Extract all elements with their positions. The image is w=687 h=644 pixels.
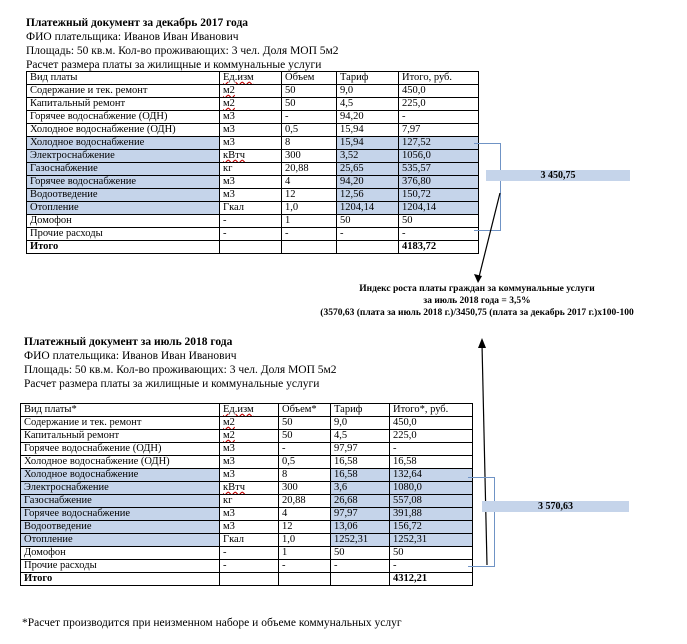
row-tariff: -: [337, 228, 399, 241]
column-header-volume: Объем*: [279, 404, 331, 417]
doc2-heading: [24, 335, 337, 391]
total-empty-unit: [220, 573, 279, 586]
row-total: 391,88: [390, 508, 473, 521]
row-tariff: 16,58: [331, 469, 390, 482]
row-unit: м3: [220, 189, 282, 202]
table-row: [21, 482, 473, 495]
row-unit: м2: [220, 85, 282, 98]
price-index-line3: (3570,63 (плата за июль 2018 г.)/3450,75 (плата за декабрь 2017 г.)х100-100: [320, 308, 634, 318]
row-volume: 50: [282, 85, 337, 98]
row-volume: 4: [282, 176, 337, 189]
column-header-unit: Ед.изм: [220, 72, 282, 85]
row-unit: м3: [220, 508, 279, 521]
row-service-name: Прочие расходы: [27, 228, 220, 241]
row-unit: -: [220, 560, 279, 573]
row-volume: 0,5: [282, 124, 337, 137]
row-tariff: -: [331, 560, 390, 573]
row-service-name: Электроснабжение: [27, 150, 220, 163]
row-total: -: [399, 111, 479, 124]
row-volume: 20,88: [279, 495, 331, 508]
doc2-payer: ФИО плательщика: Иванов Иван Иванович: [24, 350, 237, 362]
row-unit: м2: [220, 417, 279, 430]
price-index-line2: за июль 2018 года = 3,5%: [423, 296, 531, 306]
row-tariff: 50: [337, 215, 399, 228]
row-service-name: Водоотведение: [27, 189, 220, 202]
row-unit: м2: [220, 98, 282, 111]
row-total: 1080,0: [390, 482, 473, 495]
row-total: 150,72: [399, 189, 479, 202]
row-service-name: Отопление: [21, 534, 220, 547]
row-total: 156,72: [390, 521, 473, 534]
price-index-line1: Индекс роста платы граждан за коммунальные услуги: [359, 284, 595, 294]
row-total: 1204,14: [399, 202, 479, 215]
doc2-utilities-bracket: [468, 477, 495, 567]
row-service-name: Горячее водоснабжение: [27, 176, 220, 189]
column-header-volume: Объем: [282, 72, 337, 85]
row-unit: Гкал: [220, 202, 282, 215]
column-header-tariff: Тариф: [331, 404, 390, 417]
table-row: [21, 521, 473, 534]
row-tariff: 4,5: [331, 430, 390, 443]
row-volume: 8: [282, 137, 337, 150]
total-value: 4183,72: [399, 241, 479, 254]
doc2-calc: Расчет размера платы за жилищные и коммунальные услуги: [24, 378, 320, 390]
row-tariff: 15,94: [337, 124, 399, 137]
table-row: [21, 508, 473, 521]
column-header-name: Вид платы: [27, 72, 220, 85]
total-value: 4312,21: [390, 573, 473, 586]
row-unit: м3: [220, 111, 282, 124]
row-volume: -: [279, 560, 331, 573]
row-tariff: 1204,14: [337, 202, 399, 215]
row-unit: -: [220, 215, 282, 228]
row-unit: кг: [220, 163, 282, 176]
row-service-name: Холодное водоснабжение (ОДН): [21, 456, 220, 469]
row-tariff: 94,20: [337, 176, 399, 189]
row-unit: -: [220, 547, 279, 560]
row-service-name: Горячее водоснабжение (ОДН): [27, 111, 220, 124]
row-volume: -: [279, 443, 331, 456]
row-volume: 1: [279, 547, 331, 560]
table-row: [21, 560, 473, 573]
row-service-name: Содержание и тек. ремонт: [27, 85, 220, 98]
row-total: 225,0: [399, 98, 479, 111]
row-volume: 12: [282, 189, 337, 202]
column-header-total: Итого, руб.: [399, 72, 479, 85]
row-total: 132,64: [390, 469, 473, 482]
row-total: 16,58: [390, 456, 473, 469]
table-row: [21, 456, 473, 469]
row-tariff: 97,97: [331, 443, 390, 456]
table-row: [21, 547, 473, 560]
column-header-total: Итого*, руб.: [390, 404, 473, 417]
row-tariff: 9,0: [337, 85, 399, 98]
column-header-unit: Ед.изм: [220, 404, 279, 417]
row-unit: кВтч: [220, 482, 279, 495]
row-volume: 1,0: [282, 202, 337, 215]
row-tariff: 3,6: [331, 482, 390, 495]
row-tariff: 94,20: [337, 111, 399, 124]
row-unit: м3: [220, 521, 279, 534]
row-total: 50: [390, 547, 473, 560]
row-volume: 50: [279, 417, 331, 430]
row-tariff: 1252,31: [331, 534, 390, 547]
row-service-name: Газоснабжение: [27, 163, 220, 176]
table-row: [21, 534, 473, 547]
table-header-row: [21, 404, 473, 417]
row-tariff: 50: [331, 547, 390, 560]
row-service-name: Капитальный ремонт: [21, 430, 220, 443]
row-unit: м3: [220, 443, 279, 456]
column-header-name: Вид платы*: [21, 404, 220, 417]
row-tariff: 9,0: [331, 417, 390, 430]
row-tariff: 15,94: [337, 137, 399, 150]
row-unit: кг: [220, 495, 279, 508]
row-volume: -: [282, 228, 337, 241]
row-service-name: Горячее водоснабжение: [21, 508, 220, 521]
row-unit: м2: [220, 430, 279, 443]
row-total: 225,0: [390, 430, 473, 443]
row-unit: м3: [220, 469, 279, 482]
doc1-area: Площадь: 50 кв.м. Кол-во проживающих: 3 чел. Доля МОП 5м2: [26, 45, 339, 57]
row-unit: -: [220, 228, 282, 241]
row-tariff: 25,65: [337, 163, 399, 176]
row-tariff: 3,52: [337, 150, 399, 163]
doc1-calc: Расчет размера платы за жилищные и коммунальные услуги: [26, 59, 322, 71]
arrow-to-index-head: [474, 274, 482, 283]
total-label: Итого: [21, 573, 220, 586]
row-volume: 300: [279, 482, 331, 495]
row-unit: м3: [220, 176, 282, 189]
table-row: [21, 443, 473, 456]
arrow-up-head: [478, 338, 486, 348]
total-label: Итого: [27, 241, 220, 254]
row-total: 450,0: [399, 85, 479, 98]
row-total: -: [390, 443, 473, 456]
doc2-table: [20, 403, 473, 586]
row-total: 7,97: [399, 124, 479, 137]
doc2-utilities-sum: 3 570,63: [482, 501, 629, 512]
doc2-title: Платежный документ за июль 2018 года: [24, 336, 233, 348]
row-total: 1056,0: [399, 150, 479, 163]
row-volume: 4: [279, 508, 331, 521]
footnote: *Расчет производится при неизменном наборе и объеме коммунальных услуг: [22, 617, 402, 629]
row-service-name: Водоотведение: [21, 521, 220, 534]
table-row: [21, 495, 473, 508]
row-service-name: Холодное водоснабжение: [21, 469, 220, 482]
row-tariff: 12,56: [337, 189, 399, 202]
row-volume: 50: [279, 430, 331, 443]
row-volume: 12: [279, 521, 331, 534]
row-total: 50: [399, 215, 479, 228]
row-total: 1252,31: [390, 534, 473, 547]
row-tariff: 4,5: [337, 98, 399, 111]
row-service-name: Электроснабжение: [21, 482, 220, 495]
row-service-name: Отопление: [27, 202, 220, 215]
row-unit: м3: [220, 137, 282, 150]
row-service-name: Холодное водоснабжение: [27, 137, 220, 150]
row-volume: 20,88: [282, 163, 337, 176]
row-total: 127,52: [399, 137, 479, 150]
doc1-payer: ФИО плательщика: Иванов Иван Иванович: [26, 31, 239, 43]
row-volume: 1,0: [279, 534, 331, 547]
table-row: [21, 417, 473, 430]
row-tariff: 16,58: [331, 456, 390, 469]
row-service-name: Холодное водоснабжение (ОДН): [27, 124, 220, 137]
row-volume: 1: [282, 215, 337, 228]
doc2-area: Площадь: 50 кв.м. Кол-во проживающих: 3 чел. Доля МОП 5м2: [24, 364, 337, 376]
row-service-name: Содержание и тек. ремонт: [21, 417, 220, 430]
total-empty-tariff: [331, 573, 390, 586]
row-volume: -: [282, 111, 337, 124]
table-row: [21, 469, 473, 482]
row-unit: Гкал: [220, 534, 279, 547]
row-service-name: Горячее водоснабжение (ОДН): [21, 443, 220, 456]
table-total-row: [21, 573, 473, 586]
total-empty-volume: [279, 573, 331, 586]
row-tariff: 13,06: [331, 521, 390, 534]
doc1-utilities-sum: 3 450,75: [486, 170, 630, 181]
row-total: -: [390, 560, 473, 573]
row-volume: 8: [279, 469, 331, 482]
row-total: 535,57: [399, 163, 479, 176]
table-row: [21, 430, 473, 443]
arrow-to-index-line: [478, 193, 500, 281]
row-total: -: [399, 228, 479, 241]
row-service-name: Прочие расходы: [21, 560, 220, 573]
row-total: 557,08: [390, 495, 473, 508]
row-service-name: Капитальный ремонт: [27, 98, 220, 111]
row-tariff: 26,68: [331, 495, 390, 508]
row-service-name: Домофон: [21, 547, 220, 560]
row-unit: м3: [220, 124, 282, 137]
row-service-name: Домофон: [27, 215, 220, 228]
row-total: 376,80: [399, 176, 479, 189]
row-tariff: 97,97: [331, 508, 390, 521]
row-total: 450,0: [390, 417, 473, 430]
row-unit: м3: [220, 456, 279, 469]
doc1-title: Платежный документ за декабрь 2017 года: [26, 17, 249, 29]
doc2-table-body: [21, 404, 473, 586]
row-volume: 300: [282, 150, 337, 163]
row-volume: 0,5: [279, 456, 331, 469]
row-service-name: Газоснабжение: [21, 495, 220, 508]
row-unit: кВтч: [220, 150, 282, 163]
row-volume: 50: [282, 98, 337, 111]
column-header-tariff: Тариф: [337, 72, 399, 85]
